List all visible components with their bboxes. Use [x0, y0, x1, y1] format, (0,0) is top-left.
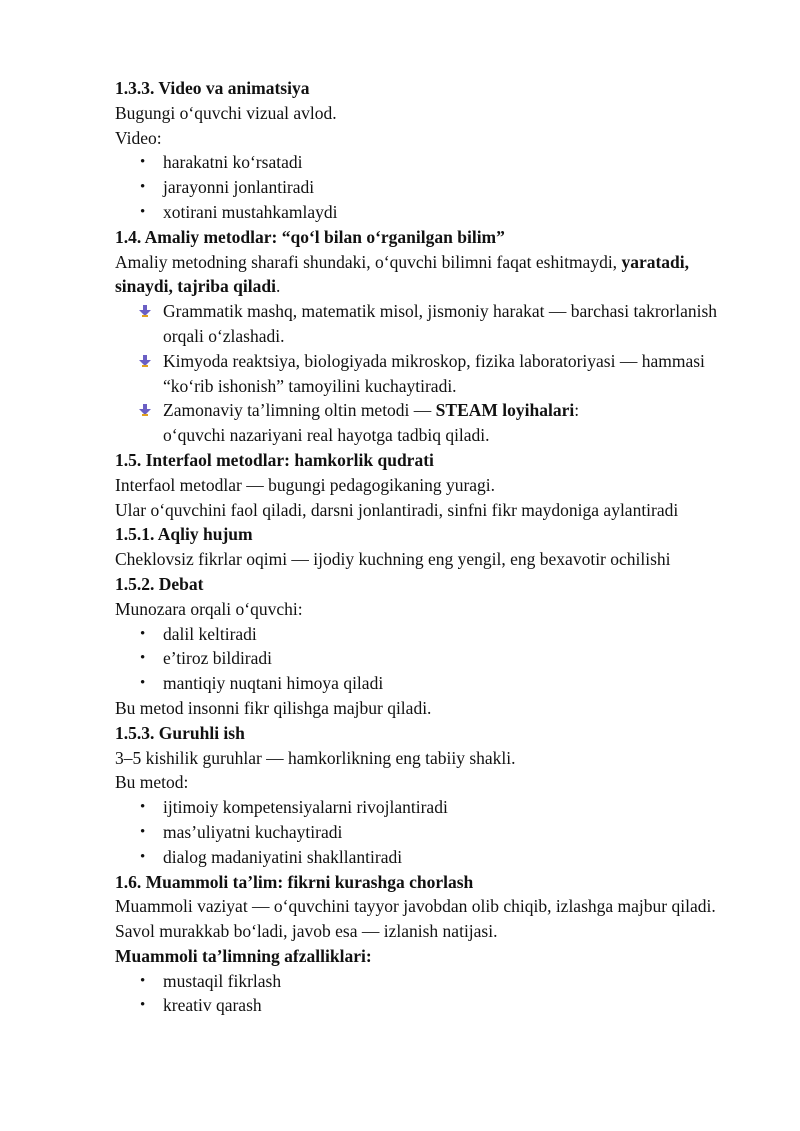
bullet-icon: •: [140, 154, 146, 171]
list-item: • mantiqiy nuqtani himoya qiladi: [115, 671, 745, 696]
bullet-list: [115, 969, 745, 1019]
paragraph: Bugungi o‘quvchi vizual avlod.: [115, 102, 337, 123]
bullet-icon: •: [140, 675, 146, 692]
list-item: • dialog madaniyatini shakllantiradi: [115, 845, 745, 870]
arrow-down-icon: [139, 305, 151, 317]
bullet-list: [115, 795, 745, 869]
bullet-icon: •: [140, 625, 146, 642]
paragraph: Bu metod:: [115, 772, 189, 793]
list-item: • mustaqil fikrlash: [115, 969, 745, 994]
bullet-icon: •: [140, 848, 146, 865]
paragraph: Video:: [115, 127, 162, 148]
list-item: • xotirani mustahkamlaydi: [115, 200, 745, 225]
list-item: Zamonaviy ta’limning oltin metodi — STEAM loyihalari: o‘quvchi nazariyani real hayotga tadbiq qiladi.: [115, 398, 745, 448]
document-page: [115, 76, 745, 1018]
bullet-list: [115, 622, 745, 696]
bullet-icon: •: [140, 799, 146, 816]
paragraph: Bu metod insonni fikr qilishga majbur qiladi.: [115, 697, 432, 718]
section-heading: 1.3.3. Video va animatsiya: [115, 78, 310, 98]
paragraph: Ular o‘quvchini faol qiladi, darsni jonlantiradi, sinfni fikr maydoniga aylantiradi: [115, 499, 679, 520]
list-item: • kreativ qarash: [115, 993, 745, 1018]
section-heading: 1.5.2. Debat: [115, 573, 204, 594]
section-heading: 1.5.1. Aqliy hujum: [115, 524, 253, 545]
list-item: • mas’uliyatni kuchaytiradi: [115, 820, 745, 845]
paragraph: Interfaol metodlar — bugungi pedagogikaning yuragi.: [115, 474, 496, 495]
list-item: • harakatni ko‘rsatadi: [115, 150, 745, 175]
paragraph: 3–5 kishilik guruhlar — hamkorlikning eng tabiiy shakli.: [115, 747, 516, 768]
section-heading: 1.4. Amaliy metodlar: “qo‘l bilan o‘rganilgan bilim”: [115, 226, 505, 247]
section-heading: 1.6. Muammoli ta’lim: fikrni kurashga chorlash: [115, 871, 474, 892]
arrow-down-icon: [139, 404, 151, 416]
bullet-icon: •: [140, 997, 146, 1014]
bullet-icon: •: [140, 972, 146, 989]
bullet-list: [115, 150, 745, 224]
section-heading: 1.5. Interfaol metodlar: hamkorlik qudrati: [115, 449, 434, 470]
paragraph: Savol murakkab bo‘ladi, javob esa — izlanish natijasi.: [115, 921, 498, 942]
list-item: • jarayonni jonlantiradi: [115, 175, 745, 200]
arrow-down-icon: [139, 355, 151, 367]
bullet-icon: •: [140, 650, 146, 667]
paragraph: Munozara orqali o‘quvchi:: [115, 598, 303, 619]
paragraph: Cheklovsiz fikrlar oqimi — ijodiy kuchning eng yengil, eng bexavotir ochilishi: [115, 549, 671, 570]
paragraph: Amaliy metodning sharafi shundaki, o‘quvchi bilimni faqat eshitmaydi, yaratadi, sinaydi, tajriba qiladi.: [115, 251, 690, 297]
list-item: • ijtimoiy kompetensiyalarni rivojlantiradi: [115, 795, 745, 820]
list-item: • e’tiroz bildiradi: [115, 646, 745, 671]
arrow-list: [115, 299, 745, 448]
list-item: Grammatik mashq, matematik misol, jismoniy harakat — barchasi takrorlanish orqali o‘zlashadi.: [115, 299, 745, 349]
bold-text: STEAM loyihalari: [435, 400, 575, 421]
bullet-icon: •: [140, 823, 146, 840]
section-heading: 1.5.3. Guruhli ish: [115, 722, 245, 743]
bullet-icon: •: [140, 203, 146, 220]
subheading: Muammoli ta’limning afzalliklari:: [115, 945, 372, 966]
list-item: • dalil keltiradi: [115, 622, 745, 647]
bold-text: yaratadi, sinaydi, tajriba qiladi: [115, 251, 690, 297]
list-item: Kimyoda reaktsiya, biologiyada mikroskop, fizika laboratoriyasi — hammasi “ko‘rib ishonish” tamoyilini kuchaytiradi.: [115, 349, 745, 399]
paragraph: Muammoli vaziyat — o‘quvchini tayyor javobdan olib chiqib, izlashga majbur qiladi.: [115, 896, 716, 917]
bullet-icon: •: [140, 179, 146, 196]
